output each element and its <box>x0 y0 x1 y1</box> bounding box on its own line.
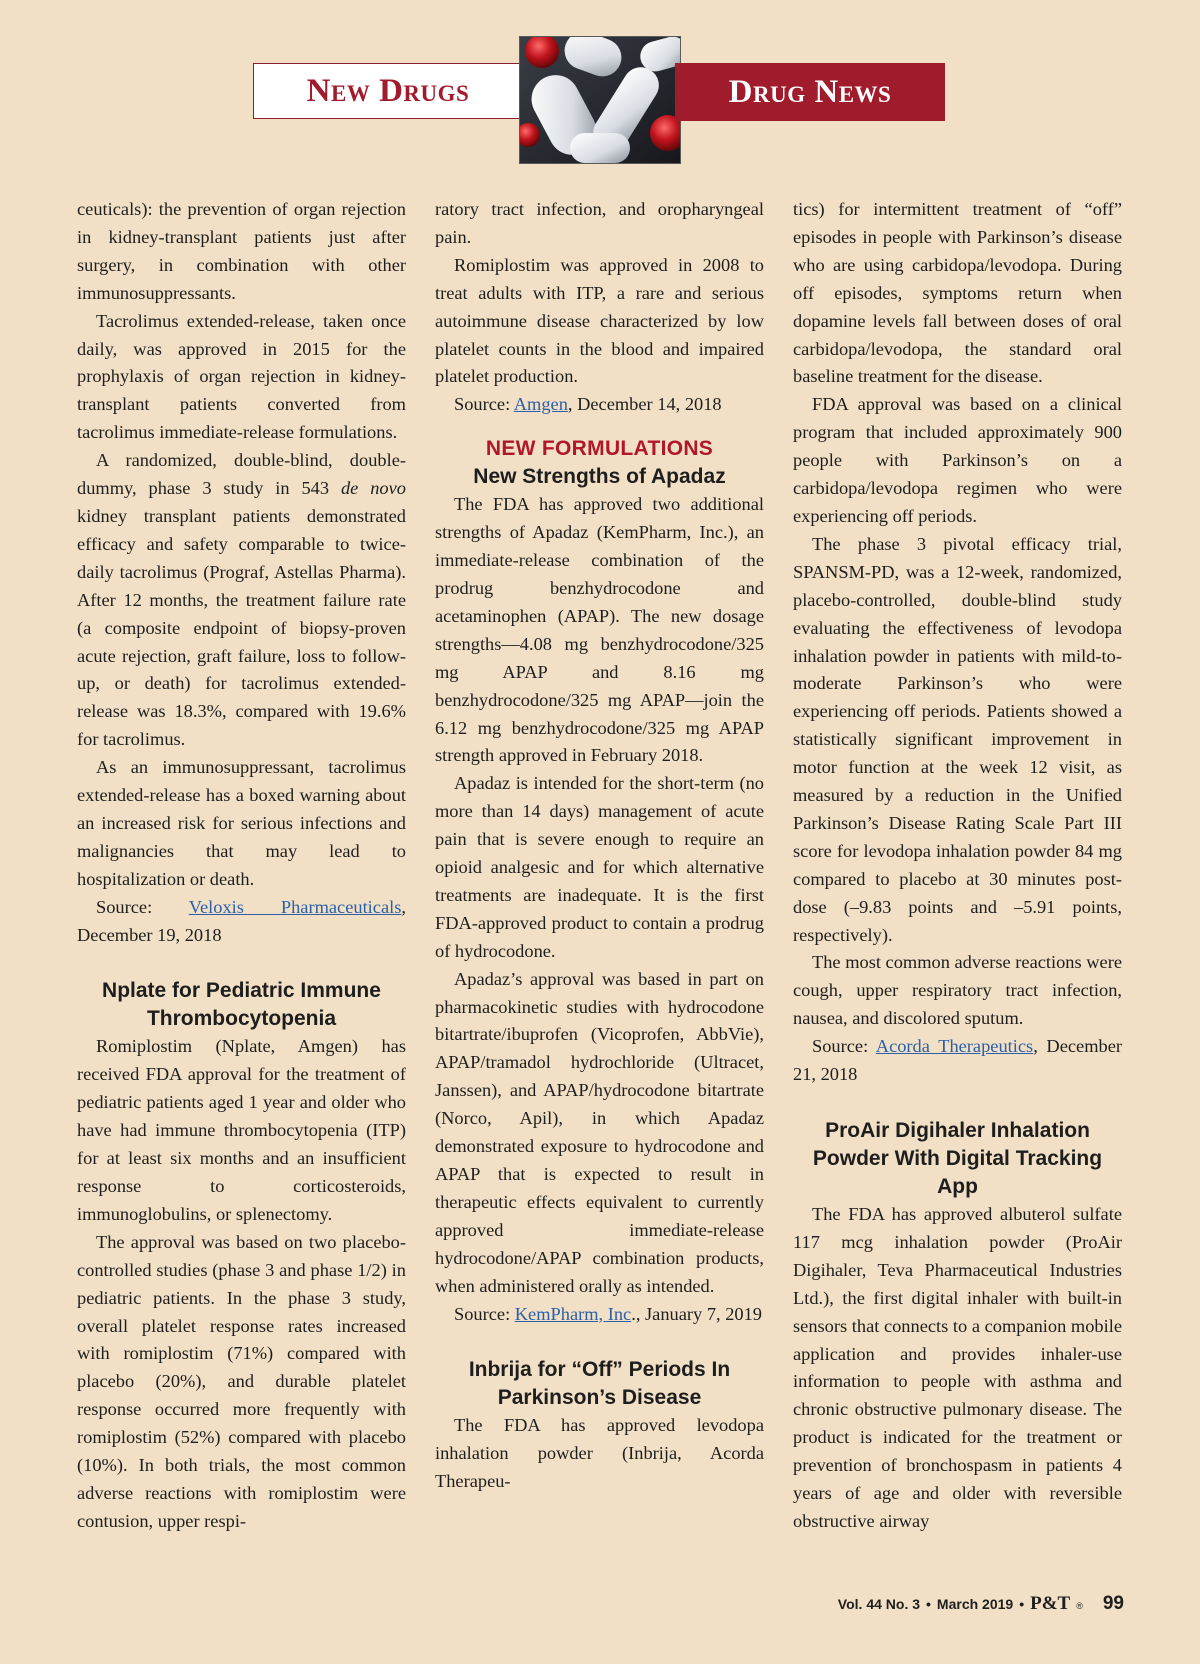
paragraph: The approval was based on two placebo-controlled studies (phase 3 and phase 1/2) in pediatric patients. In the phase 3 study, overall platelet response rates increased with romiplostim (71%) compared with placebo (20%), and durable platelet response occurred more frequently with romiplostim (52%) compared with placebo (10%). In both trials, the most common adverse reactions with romiplostim were contusion, upper respi- <box>77 1231 406 1531</box>
paragraph: The most common adverse reactions were cough, upper respiratory tract infection, nausea, and discolored sputum. <box>793 952 1122 1029</box>
source-line: Source: Veloxis Pharmaceuticals, December 19, 2018 <box>77 896 406 945</box>
paragraph: Romiplostim (Nplate, Amgen) has received FDA approval for the treatment of pediatric patients aged 1 year and older who have had immune thrombocytopenia (ITP) for at least six months and an insufficient response to corticosteroids, immunoglobulins, or splenectomy. <box>77 1036 406 1224</box>
paragraph: ratory tract infection, and oropharyngeal pain. <box>435 199 764 247</box>
paragraph: As an immunosuppressant, tacrolimus extended-release has a boxed warning about an increased risk for serious infections and malignancies that may lead to hospitalization or death. <box>77 757 406 889</box>
heading-inbrija: Inbrija for “Off” Periods In Parkinson’s Disease <box>468 1358 731 1410</box>
paragraph: A randomized, double-blind, double-dummy, phase 3 study in 543 de novo kidney transplant patients demonstrated efficacy and safety comparable to twice-daily tacrolimus (Prograf, Astellas Pharma). After 12 months, the treatment failure rate (a composite endpoint of biopsy-proven acute rejection, graft failure, loss to follow-up, or death) for tacrolimus extended-release was 18.3%, compared with 19.6% for tacrolimus. <box>77 450 406 750</box>
column-3 <box>793 196 1122 1536</box>
paragraph: Tacrolimus extended-release, taken once daily, was approved in 2015 for the prophylaxis of organ rejection in kidney-transplant patients converted from tacrolimus immediate-release formulations. <box>77 310 406 443</box>
paragraph: The FDA has approved albuterol sulfate 117 mcg inhalation powder (ProAir Digihaler, Teva Pharmaceutical Industries Ltd.), the first digital inhaler with built-in sensors that connects to a companion mobile application and provides inhaler-use information to people with asthma and chronic obstructive pulmonary disease. The product is indicated for the treatment or prevention of bronchospasm in patients 4 years of age and older with reversible obstructive airway <box>793 1204 1122 1531</box>
drug-news-label: Drug News <box>728 73 892 110</box>
paragraph: Apadaz’s approval was based in part on pharmacokinetic studies with hydrocodone bitartrate/ibuprofen (Vicoprofen, AbbVie), APAP/tramadol hydrochloride (Ultracet, Janssen), and APAP/hydrocodone bitartrate (Norco, Apil), in which Apadaz demonstrated exposure to hydrocodone and APAP that is expected to result in therapeutic effects equivalent to currently approved immediate-release hydrocodone/APAP combination products, when administered orally as intended. <box>435 968 764 1296</box>
source-line: Source: Amgen, December 14, 2018 <box>454 394 722 415</box>
column-2 <box>435 196 764 1496</box>
paragraph: The FDA has approved two additional strengths of Apadaz (KemPharm, Inc.), an immediate-release combination of the prodrug benzhydrocodone and acetaminophen (APAP). The new dosage strengths—4.08 mg benzhydrocodone/325 mg APAP and 8.16 mg benzhydrocodone/325 mg APAP—join the 6.12 mg benzhydrocodone/325 mg APAP strength approved in February 2018. <box>435 494 764 766</box>
source-link-acorda[interactable]: Acorda Therapeutics <box>875 1036 1034 1057</box>
paragraph: The FDA has approved levodopa inhalation powder (Inbrija, Acorda Therapeu- <box>435 1415 764 1492</box>
footer-bullet: • <box>926 1596 931 1612</box>
paragraph: ceuticals): the prevention of organ rejection in kidney-transplant patients just after surgery, in combination with other immunosuppressants. <box>77 199 406 303</box>
source-link-veloxis[interactable]: Veloxis Pharmaceuticals <box>188 896 402 917</box>
footer-bullet: • <box>1019 1596 1025 1612</box>
new-drugs-banner <box>253 63 523 119</box>
paragraph: The phase 3 pivotal efficacy trial, SPANSM-PD, was a 12-week, randomized, placebo-controlled, double-blind study evaluating the effectiveness of levodopa inhalation powder in patients with mild-to-moderate Parkinson’s who were experiencing off periods. Patients showed a statistically significant improvement in motor function at the week 12 visit, as measured by a reduction in the Unified Parkinson’s Disease Rating Scale Part III score for levodopa inhalation powder 84 mg compared to placebo at 30 minutes post-dose (–9.83 points and –5.91 points, respectively). <box>793 533 1122 945</box>
page-footer <box>838 1593 1124 1615</box>
footer-volume: Vol. 44 No. 3 <box>837 1596 921 1612</box>
journal-brand: P&T <box>1030 1593 1071 1614</box>
column-1 <box>77 196 406 1536</box>
heading-nplate: Nplate for Pediatric Immune Thrombocytopenia <box>102 979 381 1031</box>
registered-mark: ® <box>1076 1601 1083 1611</box>
new-drugs-label: New Drugs <box>306 72 470 109</box>
source-link-amgen[interactable]: Amgen <box>513 394 568 415</box>
section-heading-new-formulations: NEW FORMULATIONS <box>485 437 714 461</box>
paragraph: FDA approval was based on a clinical program that included approximately 900 people with Parkinson’s on a carbidopa/levodopa regimen who were experiencing off periods. <box>793 394 1122 526</box>
pills-photo <box>519 36 681 164</box>
paragraph: tics) for intermittent treatment of “off” episodes in people with Parkinson’s disease who are using carbidopa/levodopa. During off episodes, symptoms return when dopamine levels fall between doses of oral carbidopa/levodopa, the standard oral baseline treatment for the disease. <box>793 199 1122 387</box>
drug-news-banner <box>675 63 945 121</box>
heading-apadaz: New Strengths of Apadaz <box>473 465 726 489</box>
paragraph: Romiplostim was approved in 2008 to treat adults with ITP, a rare and serious autoimmune disease characterized by low platelet counts in the blood and impaired platelet production. <box>435 254 764 387</box>
source-line: Source: KemPharm, Inc., January 7, 2019 <box>454 1303 762 1324</box>
heading-proair: ProAir Digihaler Inhalation Powder With Digital Tracking App <box>812 1119 1103 1198</box>
paragraph: Apadaz is intended for the short-term (no more than 14 days) management of acute pain that is severe enough to require an opioid analgesic and for which alternative treatments are inadequate. It is the first FDA-approved product to contain a prodrug of hydrocodone. <box>435 773 764 961</box>
source-link-kempharm[interactable]: KemPharm, Inc <box>514 1303 632 1324</box>
footer-date: March 2019 <box>936 1596 1014 1612</box>
source-line: Source: Acorda Therapeutics, December 21, 2018 <box>793 1036 1122 1085</box>
page-number: 99 <box>1102 1593 1124 1614</box>
italic-de-novo: de novo <box>340 478 406 499</box>
